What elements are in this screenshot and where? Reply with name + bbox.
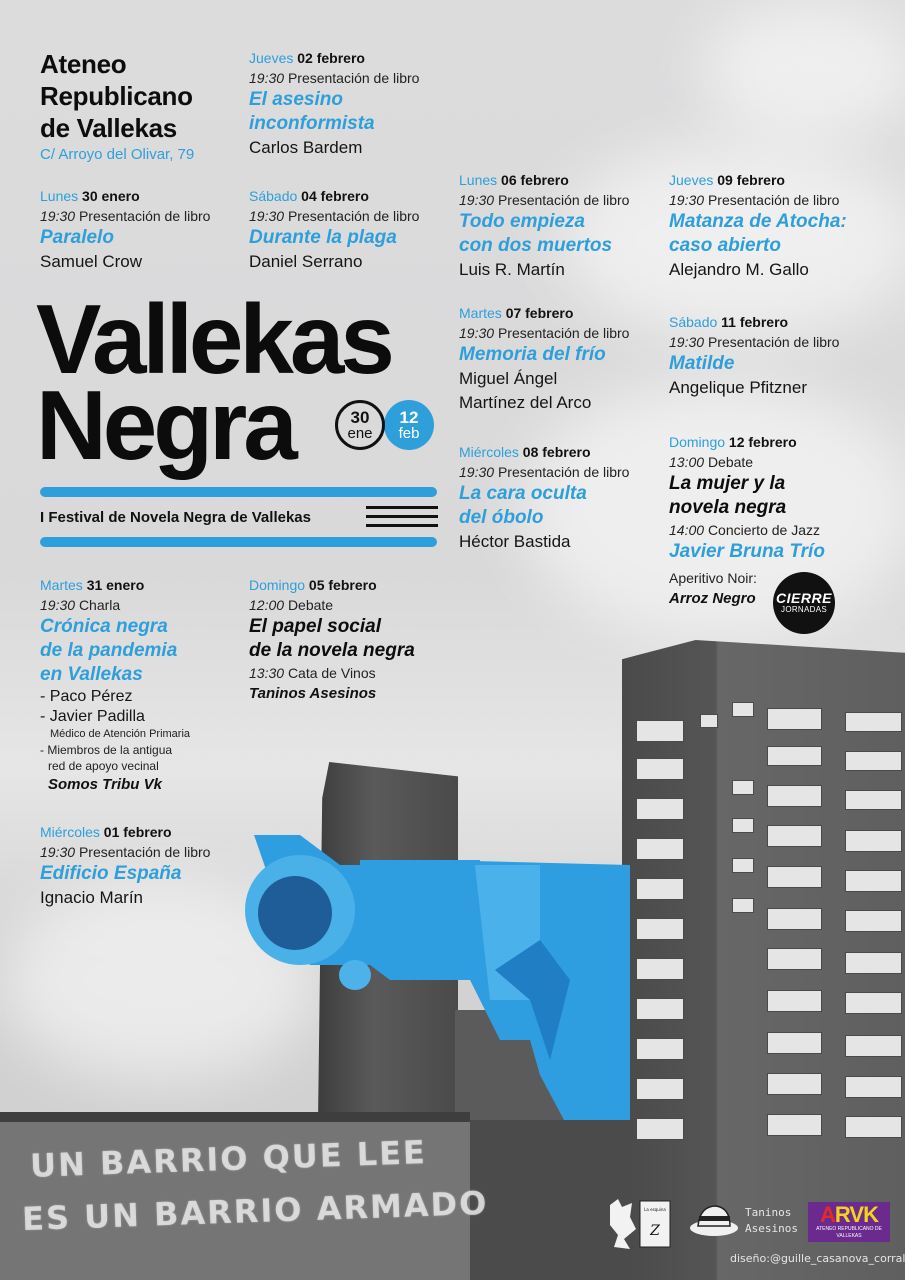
event-miercoles-08 — [459, 442, 669, 554]
event-date: 07 febrero — [505, 305, 574, 321]
cloud — [700, 0, 905, 140]
end-date-badge — [384, 400, 434, 450]
event-weekday: Miércoles — [459, 444, 519, 460]
event-kind: Debate — [707, 454, 754, 470]
event-lunes-06 — [459, 170, 669, 282]
event-time: 14:00 — [669, 522, 705, 538]
graffiti-line-1: UN BARRIO QUE LEE — [29, 1133, 428, 1185]
event-date: 05 febrero — [308, 577, 377, 593]
event-title: Memoria del frío — [459, 344, 606, 365]
event-title: Matilde — [669, 353, 735, 374]
event-date: 11 febrero — [721, 314, 789, 330]
event-group-name: Somos Tribu Vk — [48, 776, 162, 793]
event-date: 06 febrero — [501, 172, 569, 188]
cierre-badge — [773, 572, 835, 634]
event-martes-07 — [459, 303, 669, 415]
event-author: Carlos Bardem — [249, 138, 363, 157]
event-title: inconformista — [249, 113, 375, 134]
event-group-line: - Miembros de la antigua — [40, 743, 173, 757]
event-title: Matanza de Atocha: — [669, 211, 847, 232]
revolver-illustration — [240, 800, 630, 1160]
start-month: ene — [347, 424, 373, 442]
event-time: 19:30 — [249, 70, 285, 86]
event-date: 01 febrero — [103, 824, 172, 840]
aperitivo-label: Aperitivo Noir: — [669, 570, 757, 586]
event-kind: Presentación de libro — [78, 844, 211, 860]
event-date: 30 enero — [82, 188, 140, 204]
arvk-logo — [808, 1202, 890, 1242]
event-title: Taninos Asesinos — [249, 685, 377, 702]
event-title: novela negra — [669, 497, 787, 518]
sponsor2-line1: Taninos — [745, 1206, 792, 1219]
event-speaker: - Paco Pérez — [40, 688, 133, 705]
event-title: Javier Bruna Trío — [669, 541, 825, 562]
event-title: con dos muertos — [459, 235, 613, 256]
blue-bar-top — [40, 487, 437, 497]
decor-line — [366, 524, 438, 527]
event-date: 04 febrero — [301, 188, 369, 204]
arvk-logo-a: A — [820, 1202, 835, 1227]
event-speaker-role: Médico de Atención Primaria — [50, 728, 191, 740]
festival-subtitle: I Festival de Novela Negra de Vallekas — [40, 509, 311, 526]
event-time: 19:30 — [249, 208, 285, 224]
graffiti-line-2: ES UN BARRIO ARMADO — [21, 1183, 489, 1239]
cierre-badge-line1: CIERRE — [776, 590, 832, 606]
event-time: 12:00 — [249, 597, 285, 613]
event-jueves-02 — [249, 48, 459, 160]
start-day: 30 — [350, 407, 370, 427]
event-kind: Presentación de libro — [287, 208, 420, 224]
event-time: 19:30 — [459, 192, 495, 208]
blue-bar-bottom — [40, 537, 437, 547]
event-title: Edificio España — [40, 863, 182, 884]
event-kind: Presentación de libro — [707, 192, 840, 208]
event-sabado-04 — [249, 186, 459, 274]
event-title: del óbolo — [459, 507, 544, 528]
design-credit: diseño:@guille_casanova_corral — [730, 1252, 905, 1265]
event-weekday: Sábado — [669, 314, 718, 330]
venue-name-line: Ateneo — [40, 49, 127, 79]
event-kind: Presentación de libro — [78, 208, 211, 224]
event-time: 19:30 — [459, 325, 495, 341]
end-month: feb — [398, 424, 420, 442]
event-miercoles-01 — [40, 822, 250, 910]
event-date: 09 febrero — [717, 172, 785, 188]
event-author: Angelique Pfitzner — [669, 378, 807, 397]
event-date: 12 febrero — [728, 434, 797, 450]
event-kind: Cata de Vinos — [287, 665, 376, 681]
venue-block — [40, 48, 194, 163]
event-kind: Presentación de libro — [497, 325, 630, 341]
event-author: Héctor Bastida — [459, 532, 571, 551]
event-domingo-05 — [249, 575, 449, 705]
event-kind: Concierto de Jazz — [707, 522, 820, 538]
sponsor1-text: La esquina — [644, 1207, 666, 1212]
event-title: de la pandemia — [40, 640, 178, 661]
event-time: 19:30 — [669, 334, 705, 350]
event-weekday: Miércoles — [40, 824, 100, 840]
event-sabado-11 — [669, 312, 879, 400]
arvk-caption: ATENEO REPUBLICANO DE VALLEKAS — [816, 1226, 882, 1239]
event-kind: Presentación de libro — [497, 464, 630, 480]
event-title: caso abierto — [669, 235, 781, 256]
event-title: Crónica negra — [40, 616, 168, 637]
decor-line — [366, 506, 438, 509]
event-author: Martínez del Arco — [459, 393, 592, 412]
event-kind: Presentación de libro — [287, 70, 420, 86]
event-title: El asesino — [249, 89, 343, 110]
event-time: 13:00 — [669, 454, 705, 470]
event-kind: Presentación de libro — [497, 192, 630, 208]
event-title: Durante la plaga — [249, 227, 397, 248]
event-author: Luis R. Martín — [459, 260, 565, 279]
event-date: 02 febrero — [297, 50, 365, 66]
aperitivo-name: Arroz Negro — [669, 590, 756, 607]
event-weekday: Domingo — [249, 577, 306, 593]
event-title: La cara oculta — [459, 483, 587, 504]
event-weekday: Martes — [40, 577, 83, 593]
event-martes-31 — [40, 575, 250, 796]
event-author: Samuel Crow — [40, 252, 143, 271]
event-kind: Presentación de libro — [707, 334, 840, 350]
event-time: 19:30 — [669, 192, 705, 208]
venue-name-line: de Vallekas — [40, 113, 177, 143]
event-weekday: Lunes — [459, 172, 498, 188]
sponsor2-line2: Asesinos — [745, 1222, 798, 1235]
fox-book-logo-icon — [606, 1195, 676, 1251]
event-weekday: Sábado — [249, 188, 298, 204]
event-title: El papel social — [249, 616, 381, 637]
event-speaker: - Javier Padilla — [40, 708, 145, 725]
venue-name-line: Republicano — [40, 81, 193, 111]
event-author: Daniel Serrano — [249, 252, 363, 271]
event-author: Miguel Ángel — [459, 369, 558, 388]
event-time: 19:30 — [459, 464, 495, 480]
event-weekday: Lunes — [40, 188, 79, 204]
event-kind: Debate — [287, 597, 334, 613]
right-building-windows — [622, 640, 905, 1160]
event-time: 19:30 — [40, 208, 76, 224]
svg-text:Z: Z — [650, 1223, 660, 1239]
cierre-badge-line2: JORNADAS — [781, 605, 827, 614]
event-weekday: Jueves — [249, 50, 294, 66]
event-date: 31 enero — [86, 577, 145, 593]
start-date-badge — [335, 400, 385, 450]
decor-line — [366, 515, 438, 518]
festival-title-line1: Vallekas — [36, 284, 391, 394]
event-title: La mujer y la — [669, 473, 786, 494]
arvk-logo-rest: RVK — [834, 1202, 878, 1227]
event-lunes-30 — [40, 186, 250, 274]
event-kind: Charla — [78, 597, 121, 613]
event-jueves-09 — [669, 170, 879, 282]
event-weekday: Domingo — [669, 434, 726, 450]
event-title: Todo empieza — [459, 211, 585, 232]
end-day: 12 — [399, 407, 419, 427]
festival-title-line2: Negra — [36, 370, 294, 480]
hat-logo-icon — [688, 1200, 740, 1238]
event-author: Alejandro M. Gallo — [669, 260, 809, 279]
sponsor2 — [745, 1205, 798, 1237]
event-date: 08 febrero — [522, 444, 591, 460]
event-weekday: Martes — [459, 305, 502, 321]
event-time: 19:30 — [40, 844, 76, 860]
event-time: 13:30 — [249, 665, 285, 681]
event-group-line: red de apoyo vecinal — [48, 759, 159, 773]
event-title: Paralelo — [40, 227, 114, 248]
event-weekday: Jueves — [669, 172, 714, 188]
event-title: de la novela negra — [249, 640, 415, 661]
venue-address: C/ Arroyo del Olivar, 79 — [40, 146, 195, 163]
event-time: 19:30 — [40, 597, 76, 613]
event-title: en Vallekas — [40, 664, 143, 685]
event-author: Ignacio Marín — [40, 888, 143, 907]
